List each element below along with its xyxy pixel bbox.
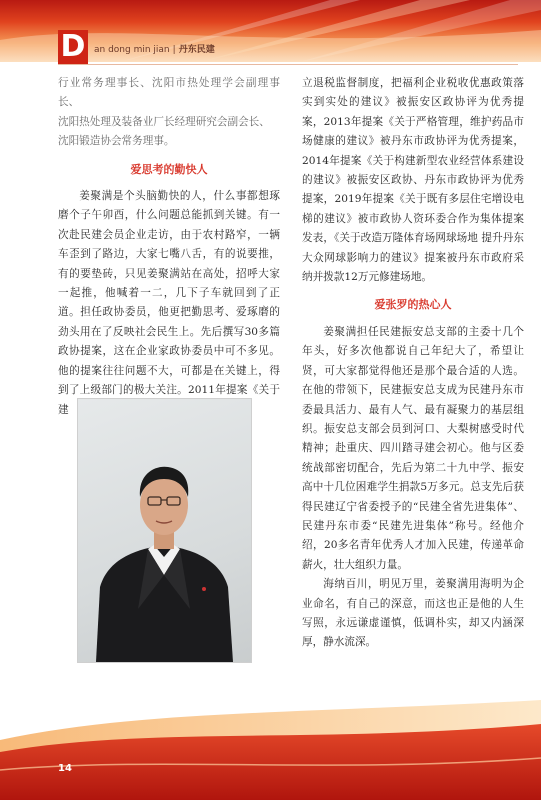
lead-line-3: 沈阳锻造协会常务理事。 [58, 135, 175, 148]
section2-paragraph-1: 姜聚满担任民建振安总支部的主委十几个年头，好多次他都说自己年纪大了，希望让贤，可大家都觉得他还是那个最合适的人选。在他的带领下，民建振安总支成为民建丹东市委最具活力、最有人气、最有凝聚力的基层组织。振安总支部会员到河口、大梨树感受时代精神；赴重庆、四川踏寻建会初心。他与区委统战部密切配合，先后为第二十九中学、振安高中十几位困难学生捐款5万多元。总支先后获得民建辽宁省委授予的“民建全省先进集体”、民建丹东市委“民建先进集体”称号。经他介绍，20多名青年优秀人才加入民建，传递革命薪火，壮大组织力量。 [302, 325, 524, 571]
section-title-1: 爱思考的勤快人 [130, 162, 208, 176]
right-column [302, 74, 524, 653]
magazine-masthead [94, 42, 215, 55]
portrait-photo [77, 398, 252, 663]
magazine-logo: D [58, 30, 88, 64]
portrait-photo-illustration [78, 399, 251, 662]
page-footer-band [0, 700, 541, 800]
masthead-title: 丹东民建 [178, 45, 215, 55]
masthead-pinyin: an dong min jian [94, 45, 170, 55]
left-column [58, 74, 280, 420]
lead-line-1: 行业常务理事长、沈阳市热处理学会副理事长、 [58, 77, 280, 109]
section-title-2: 爱张罗的热心人 [374, 298, 452, 312]
header-divider [58, 64, 518, 65]
page-number: 14 [58, 763, 72, 774]
proposal-continuation: 立退税监督制度，把福利企业税收优惠政策落实到实处的建议》被振安区政协评为优秀提案，2013年提案《关于严格管理，维护药品市场健康的建议》被丹东市政协评为优秀提案，2014年提案《关于构建新型农业经营体系建设的建议》被振安区政协、丹东市政协评为优秀提案，2019年提案《关于既有多层住宅增设电梯的建议》被市政协人资环委合作为集体提案发表，《关于改造万隆体育场网球场地 提升丹东大众网球影响力的建议》提案被丹东市政府采纳并拨款12万元修建场地。 [302, 77, 524, 284]
lead-line-2: 沈阳热处理及装备业厂长经理研究会副会长、 [58, 115, 270, 128]
section2-paragraph-2: 海纳百川，明见万里，姜聚满用海明为企业命名，有自己的深意，而这也正是他的人生写照，永远谦虚谨慎，低调朴实，却又内涵深厚，静水流深。 [302, 578, 524, 649]
section1-paragraph: 姜聚满是个头脑勤快的人，什么事都想琢磨个子午卯酉，什么问题总能抓到关键。有一次赴民建会员企业走访，由于农村路窄，一辆车歪到了路边，大家七嘴八舌，有的说要推，有的要垫砖，只见姜聚满站在高处，招呼大家一起推，他喊着一二，几下子车就回到了正道。担任政协委员，他更把勤思考、爱琢磨的劲头用在了反映社会民生上。先后撰写30多篇政协提案，这在企业家政协委员中可不多见。他的提案往往问题不大，可都是在关键上，得到了上级部门的极大关注。2011年提案《关于建 [58, 190, 280, 416]
footer-wave-decoration [0, 700, 541, 800]
masthead-separator: | [172, 45, 176, 55]
